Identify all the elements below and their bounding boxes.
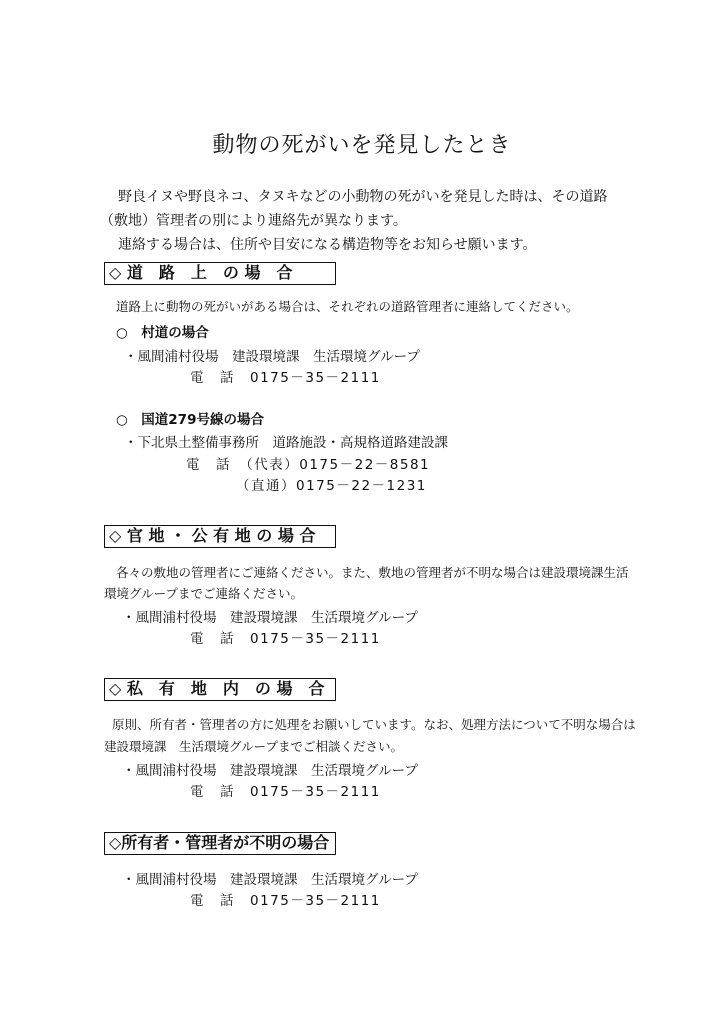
unknown-phone: 電 話 0175－35－2111 [190,893,381,909]
intro-line-2: （敷地）管理者の別により連絡先が異なります。 [100,213,407,229]
section-heading-unknown: ◇所有者・管理者が不明の場合 [104,832,336,855]
village-road-label: ○ 村道の場合 [116,325,209,341]
section-heading-private: ◇ 私 有 地 内 の 場 合 [104,678,336,701]
road-note: 道路上に動物の死がいがある場合は、それぞれの道路管理者に連絡してください。 [116,299,579,314]
national-road-phone-main: 電 話 （代表）0175－22－8581 [186,457,431,473]
private-note-line-2: 建設環境課 生活環境グループまでご相談ください。 [104,739,404,754]
intro-line-3: 連絡する場合は、住所や目安になる構造物等をお知らせ願います。 [118,237,537,253]
public-note-line-2: 環境グループまでご連絡ください。 [104,586,304,601]
intro-line-1: 野良イヌや野良ネコ、タヌキなどの小動物の死がいを発見した時は、その道路 [118,189,608,205]
national-road-phone-direct: （直通）0175－22－1231 [236,478,427,494]
public-office: ・風間浦村役場 建設環境課 生活環境グループ [122,610,418,626]
private-note-line-1: 原則、所有者・管理者の方に処理をお願いしています。なお、処理方法について不明な場合は [112,717,636,732]
public-phone: 電 話 0175－35－2111 [190,631,381,647]
section-heading-public: ◇ 官 地 ・ 公 有 地 の 場 合 [104,525,336,548]
village-road-phone: 電 話 0175－35－2111 [190,370,381,386]
national-road-label: ○ 国道279号線の場合 [116,412,264,428]
private-phone: 電 話 0175－35－2111 [190,784,381,800]
village-road-office: ・風間浦村役場 建設環境課 生活環境グループ [124,349,420,365]
national-road-office: ・下北県土整備事務所 道路施設・高規格道路建設課 [124,435,448,451]
private-office: ・風間浦村役場 建設環境課 生活環境グループ [122,763,418,779]
section-heading-road: ◇ 道 路 上 の 場 合 [104,262,336,285]
public-note-line-1: 各々の敷地の管理者にご連絡ください。また、敷地の管理者が不明な場合は建設環境課生活 [116,565,629,580]
unknown-office: ・風間浦村役場 建設環境課 生活環境グループ [122,872,418,888]
page-title: 動物の死がいを発見したとき [212,133,512,158]
